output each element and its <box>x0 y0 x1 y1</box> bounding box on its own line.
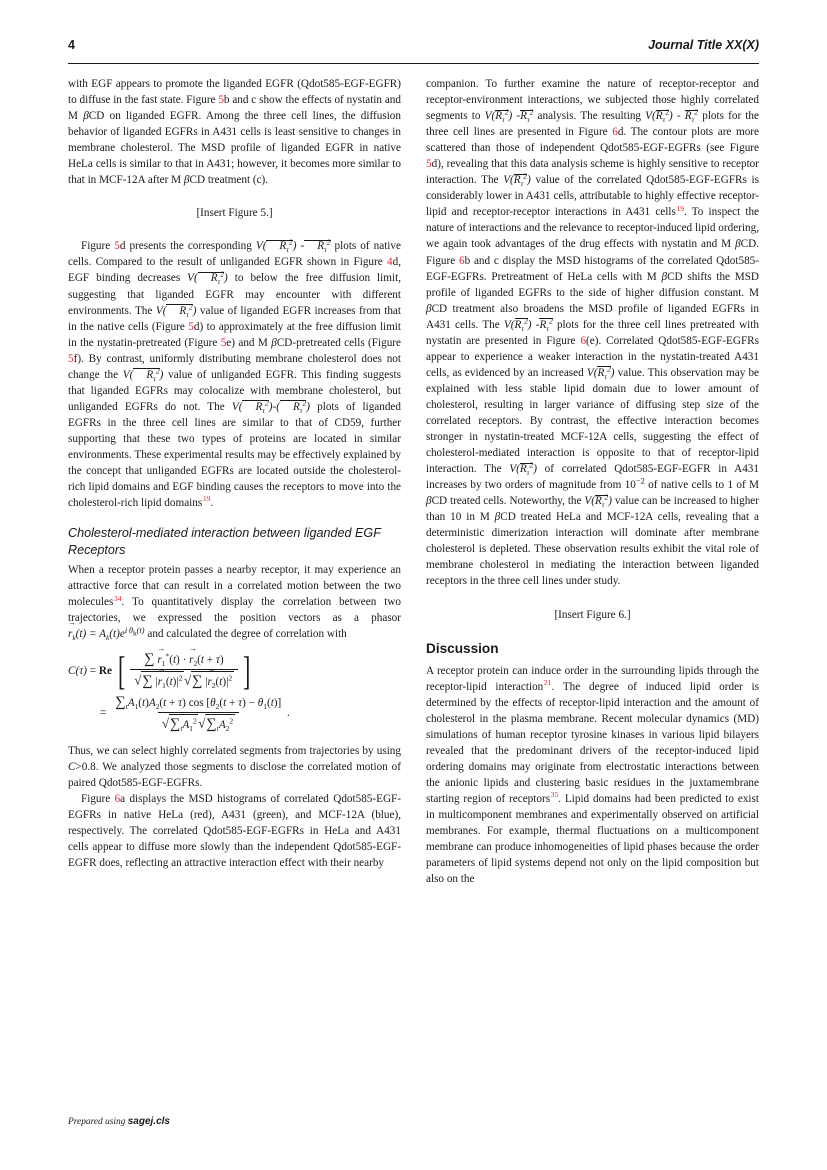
text-run: - <box>272 400 277 413</box>
equation-lhs: C(τ) = Re <box>68 664 112 677</box>
text-run: d) to approximately at the free diffusion limit in the nystatin-pretreated (Figure <box>68 320 401 349</box>
insert-figure-6-placeholder: [Insert Figure 6.] <box>554 608 631 621</box>
math-v-rtau2: $V(R_\tau^2)$ <box>484 107 513 125</box>
denominator: √∑ $|r \to_1(t)|^2$ √∑ $|r \to_2(t)|^2$ <box>130 669 237 690</box>
text-run: value of the correlated Qdot585-EGF-EGFRs is considerably lower in A431 cells, attributable to highly effective receptor-lipid and receptor-receptor interactions in A431 cells <box>426 174 759 219</box>
figure-ref-6b[interactable]: 6 <box>459 254 465 267</box>
text-run: of native cells to 1 of M <box>644 479 760 492</box>
text-run: CD treatment (c). <box>189 174 269 187</box>
text-run: CD shifts the MSD profile of liganded EGFRs to the side of higher diffusion constant. M <box>426 270 759 299</box>
math-c-variable: C <box>68 760 76 773</box>
paragraph-correlation <box>68 562 401 642</box>
fraction-line-2 <box>111 694 285 733</box>
equation-correlation-degree <box>68 648 401 733</box>
text-run: . To quantitatively display the correlation between two trajectories, we expressed the position vectors as a phasor <box>68 596 401 625</box>
running-head <box>68 38 759 64</box>
math-v-rtau2: V( $R_\tau^2$) <box>231 398 273 416</box>
text-run: b and c display the MSD histograms of the correlated Qdot585-EGF-EGFRs. Pretreatment of HeLa cells with M <box>426 254 759 283</box>
citation-34[interactable]: 34 <box>113 593 122 603</box>
section-heading-cholesterol-mediated: Cholesterol-mediated interaction between liganded EGF Receptors <box>68 526 381 557</box>
math-v-rtau2: V( $R_\tau^2$) <box>155 301 197 319</box>
text-run: d, EGF binding decreases <box>68 256 401 285</box>
figure-ref-5e[interactable]: 5 <box>220 336 227 349</box>
text-run: plots of liganded EGFRs in the three cell lines are similar to that of CD59, further supporting that these two types of proteins are located in similar environments. These experimental results may be effectively explained by the concept that unliganded EGFRs are located outside the cholesterol-rich lipid domains and EGF binding causes the receptors to move into the cholesterol-rich lipid domains <box>68 400 401 510</box>
equation-period: . <box>287 707 291 720</box>
text-run: a displays the MSD histograms of correlated Qdot585-EGF-EGFRs in native HeLa (red), A431 (green), and MCF-12A (blue), respectively. The correlated Qdot585-EGF-EGFRs in HeLa and A431 cells appear to diffuse more slowly than the independent Qdot585-EGF-EGFR does, reflecting an attractive interaction effect with their nearby <box>68 792 401 869</box>
page-footer <box>68 1116 170 1128</box>
page-number: 4 <box>68 38 75 52</box>
text-run: b and c show the effects of nystatin and M <box>68 94 401 123</box>
numerator: ∑ $r \to_1^*(t) \cdot r \to_2(t + \tau)$ <box>140 651 227 669</box>
numerator: $\sum_tA_1(t)A_2(t + \tau)$ $\cos [\theta_2(t + \tau) - \theta_1(t)]$ <box>115 694 282 712</box>
bracket-right: ] <box>242 648 250 694</box>
journal-title: Journal Title XX(X) <box>648 38 759 52</box>
citation-21[interactable]: 21 <box>543 677 552 687</box>
text-run: value of liganded EGFR increases from that in the native cells (Figure <box>68 304 401 333</box>
text-run: d presents the corresponding <box>119 240 256 253</box>
section-heading-discussion: Discussion <box>426 640 499 656</box>
math-phasor-definition: $r \to_k(t) = A_k(t)e^{i \theta_k(t)}$ <box>68 628 145 640</box>
figure-ref-6a[interactable]: 6 <box>114 792 121 805</box>
fraction-line-1 <box>130 651 237 690</box>
figure-ref-5f[interactable]: 5 <box>68 352 74 365</box>
text-run: plots for the three cell lines are presented in Figure <box>426 110 759 139</box>
equation-equals: = <box>100 707 107 720</box>
text-run: Thus, we can select highly correlated segments from trajectories by using <box>68 744 401 757</box>
text-run: CD on liganded EGFR. Among the three cell lines, the diffusion behavior of liganded EGFRs in A431 cells is least sensitive to changes in membrane cholesterol. The MSD profile of liganded EGFR in native HeLa cells is similar to that in A431; however, it becomes more similar to that in MCF-12A after M <box>68 110 401 187</box>
text-run: . To inspect the nature of interactions and the relevance to receptor-induced lipid ordering, we again took advantages of the drug effects with nystatin and M <box>426 206 759 251</box>
text-run: value can be increased to higher than 10 in M <box>426 495 759 524</box>
text-run: d), revealing that this data analysis scheme is highly sensitive to receptor interaction. The <box>426 158 759 187</box>
paragraph-threshold <box>68 743 401 791</box>
beta-symbol: β <box>494 511 501 524</box>
text-run: companion. To further examine the nature of receptor-receptor and receptor-environment interactions, we subjected those highly correlated segments to <box>426 78 759 123</box>
figure-ref-4d[interactable]: 4 <box>387 256 393 269</box>
citation-19[interactable]: 19 <box>676 203 685 213</box>
figure-ref-5d[interactable]: 5 <box>426 158 432 171</box>
math-rtau2-paren: ( $R_\tau^2$) <box>276 398 310 416</box>
text-run: value of unliganded EGFR. This finding suggests that liganded EGFRs may colocalize with membrane cholesterol, but unliganded EGFRs do not. The <box>68 368 401 413</box>
citation-35[interactable]: 35 <box>550 790 559 800</box>
text-run: analysis. The resulting <box>533 110 646 123</box>
beta-symbol: β <box>735 238 741 251</box>
math-v-rtau2: V( $R_\tau^2$) <box>122 366 164 383</box>
math-v-rtau2: $V(R_\tau^2)$ <box>503 315 532 333</box>
math-v-rtau2: $V(R_\tau^2)$ <box>509 460 537 478</box>
bracket-left: [ <box>117 648 126 694</box>
math-v-rtau2: $V(R_\tau^2)$ <box>586 364 615 382</box>
text-run: value. This observation may be explained with less stable lipid domain due to lower amount of cholesterol, resulting in larger variance of diffusing step size of the correlated receptors. By contrast, the effective interaction becomes stronger in nystatin-treated MCF-12A cells, suggesting the effect of cholesterol-mediated interaction is opposite to that of receptor-lipid interaction. The <box>426 366 760 476</box>
math-scientific-notation: $10^{-2}$ <box>624 476 645 492</box>
paragraph-continuation <box>68 76 401 188</box>
text-run: plots for the three cell lines pretreated with nystatin are presented in Figure <box>426 318 759 347</box>
beta-symbol: β <box>83 110 89 123</box>
equation-line-1 <box>68 648 401 694</box>
right-column <box>426 76 759 1096</box>
math-v-rtau2: $V(R_\tau^2)$ <box>645 107 673 125</box>
text-run: CD. Figure <box>426 238 759 267</box>
math-v-rtau2: V( $R_\tau^2$) <box>187 269 228 287</box>
math-v-rtau2: $V(R_\tau^2)$ <box>503 171 531 189</box>
paragraph-figure6a <box>68 791 401 871</box>
text-run: (e). Correlated Qdot585-EGF-EGFRs appear to experience a weaker interaction in the nystatin-treated A431 cells, as evidenced by an increased <box>426 334 760 379</box>
figure-ref-5b[interactable]: 5 <box>218 94 224 107</box>
text-run: When a receptor protein passes a nearby receptor, it may experience an attractive force that can result in a correlated motion between the two molecules <box>68 564 401 609</box>
beta-symbol: β <box>271 336 277 349</box>
text-run: e) and M <box>226 336 272 349</box>
text-run: . The degree of induced lipid order is determined by the effects of receptor-lipid interaction and the amount of cholesterol in the plasma membrane. Recent molecular dynamics (MD) simulations of human receptor tyrosine kinases in various lipid bilayers revealed that the predominant drivers of the receptor-induced lipid ordering domains may originate from electrostatic interactions between the anionic lipids and clustering basic residues in the juxtamembrane starting region of receptors <box>426 680 760 805</box>
text-run: to below the free diffusion limit, suggesting that liganded EGFR may encounter with different environments. The <box>68 272 401 317</box>
text-run: CD treated cells. Noteworthy, the <box>431 495 585 508</box>
paragraph-figure5d: Figure 5d presents the corresponding V( $R_\tau^2) - R_\tau^2$ plots of native cells. Compared to the result of unliganded EGFR shown in Figure 4d, EGF binding decreases V( $R_\tau^2$) to below the free diffusion limit, suggesting that liganded EGFR may encounter with different environments. The V( $R_\tau^2$) value of liganded EGFR increases from that in the native cells (Figure 5d) to approximately at the free diffusion limit in the nystatin-pretreated (Figure 5e) and M βCD-pretreated cells (Figure 5f). By contrast, uniformly distributing membrane cholesterol does not change the V( $R_\tau^2$) value of unliganded EGFR. This finding suggests that liganded EGFRs may colocalize with membrane cholesterol, but unliganded EGFRs do not. The V( $R_\tau^2)-$( $R_\tau^2$) plots of liganded EGFRs in the three cell lines are similar to that of CD59, further supporting that these two types of proteins are located in similar environments. These experimental results may be effectively explained by the concept that unliganded EGFRs are located outside the cholesterol-rich lipid domains and EGF binding causes the receptors to move into the cholesterol-rich lipid domains$^{19}$. <box>68 237 401 510</box>
text-run: . <box>210 497 214 510</box>
text-run: f). By contrast, uniformly distributing membrane cholesterol does not change the <box>68 352 401 381</box>
math-rtau2: $R_\tau^2$ <box>520 107 534 125</box>
text-run: and calculated the degree of correlation with <box>144 628 347 641</box>
beta-symbol: β <box>661 270 668 283</box>
insert-figure-5-placeholder: [Insert Figure 5.] <box>196 207 273 220</box>
text-run: . Lipid domains had been predicted to exist in multicomponent membranes and experimentally observed on artificial membranes. For example, thermal fluctuations on a multicomponent membrane can produce inhomogeneities of lipid phases because the order parameters of lipid systems depend not only on the lipid composition but also on the <box>426 792 759 886</box>
citation-19[interactable]: 19 <box>202 494 211 504</box>
text-run: Figure <box>81 792 115 805</box>
beta-symbol: β <box>426 495 432 508</box>
figure-ref-6d[interactable]: 6 <box>612 126 618 139</box>
beta-symbol: β <box>426 302 432 315</box>
math-rtau2: $R_\tau^2$ <box>684 107 699 125</box>
paragraph-receptor-analysis: companion. To further examine the nature of receptor-receptor and receptor-environment interactions, we subjected those highly correlated segments to $V(R_\tau^2)$ $-R_\tau^2$ analysis. The resulting $V(R_\tau^2) - R_\tau^2$ plots for the three cell lines are presented in Figure 6d. The contour plots are more scattered than those of independent Qdot585-EGF-EGFRs (see Figure 5d), revealing that this data analysis scheme is highly sensitive to receptor interaction. The $V(R_\tau^2)$ value of the correlated Qdot585-EGF-EGFRs is considerably lower in A431 cells, attributable to highly effective receptor-lipid and receptor-receptor interactions in A431 cells$^{19}$. To inspect the nature of interactions and the relevance to receptor-induced lipid ordering, we again took advantages of the drug effects with nystatin and M βCD. Figure 6b and c display the MSD histograms of the correlated Qdot585-EGF-EGFRs. Pretreatment of HeLa cells with M βCD shifts the MSD profile of liganded EGFRs to the side of higher diffusion constant. M βCD treatment also broadens the MSD profile of liganded EGFRs in A431 cells. The $V(R_\tau^2)$ $-R_\tau^2$ plots for the three cell lines pretreated with nystatin are presented in Figure 6(e). Correlated Qdot585-EGF-EGFRs appear to experience a weaker interaction in the nystatin-treated A431 cells, as evidenced by an increased $V(R_\tau^2)$ value. This observation may be explained with less stable lipid domain due to lower amount of cholesterol, resulting in larger variance of diffusing step size of the correlated receptors. By contrast, the effective interaction becomes stronger in nystatin-treated MCF-12A cells, suggesting the effect of cholesterol-mediated interaction is opposite to that of receptor-lipid interaction. The $V(R_\tau^2)$ of correlated Qdot585-EGF-EGFR in A431 increases by two orders of magnitude from $10^{-2}$ of native cells to 1 of M βCD treated cells. Noteworthy, the $V(R_\tau^2)$ value can be increased to higher than 10 in M βCD treated HeLa and MCF-12A cells, revealing that a deterministic dimerization interaction will dominate after membrane cholesterol is depleted. These observation results exhibit the vital role of membrane cholesterol in mediating the interaction between liganded receptors in the three cell lines under study. <box>426 78 760 588</box>
math-rtau2: $R_\tau^2$ <box>539 315 553 333</box>
figure-ref-6e[interactable]: 6 <box>580 334 587 347</box>
text-run: CD treatment also broadens the MSD profile of liganded EGFRs in A431 cells. The <box>426 302 759 331</box>
denominator: $√\sum_tA_1^2$ $√\sum_tA_2^2$ <box>158 712 239 733</box>
text-run: Figure <box>81 240 115 253</box>
math-v-rtau2: $V(R_\tau^2)$ <box>584 492 612 510</box>
footer-prepared-using: Prepared using <box>68 1117 126 1127</box>
equation-line-2 <box>68 694 401 733</box>
text-run: d. The contour plots are more scattered than those of independent Qdot585-EGF-EGFRs (see Figure <box>426 126 759 155</box>
math-rtau2: $R_\tau^2$ <box>304 240 330 252</box>
footer-class-file: sagej.cls <box>127 1116 170 1127</box>
text-run: >0.8. We analyzed those segments to disclose the correlated motion of paired Qdot585-EGF-EGFRs. <box>68 760 401 789</box>
paragraph-discussion <box>426 663 759 888</box>
figure-ref-5d[interactable]: 5 <box>114 240 120 253</box>
math-v-rtau2: V( $R_\tau^2$) <box>255 237 297 255</box>
figure-ref-5d-2[interactable]: 5 <box>188 320 194 333</box>
left-column <box>68 76 401 1096</box>
beta-symbol: β <box>183 174 190 187</box>
text-run: with EGF appears to promote the liganded EGFR (Qdot585-EGF-EGFR) to diffuse in the fast state. Figure <box>68 78 401 107</box>
text-run: of correlated Qdot585-EGF-EGFR in A431 increases by two orders of magnitude from <box>426 463 759 492</box>
text-run: A receptor protein can induce order in the surrounding lipids through the receptor-lipid interaction <box>426 664 759 693</box>
text-run: CD treated HeLa and MCF-12A cells, revealing that a deterministic dimerization interaction will dominate after membrane cholesterol is depleted. These observation results exhibit the vital role of membrane cholesterol in mediating the interaction between liganded receptors in the three cell lines under study. <box>426 511 759 588</box>
text-run: CD-pretreated cells (Figure <box>276 336 401 349</box>
two-column-body <box>68 76 759 1096</box>
text-run: plots of native cells. Compared to the result of unliganded EGFR shown in Figure <box>68 240 401 269</box>
